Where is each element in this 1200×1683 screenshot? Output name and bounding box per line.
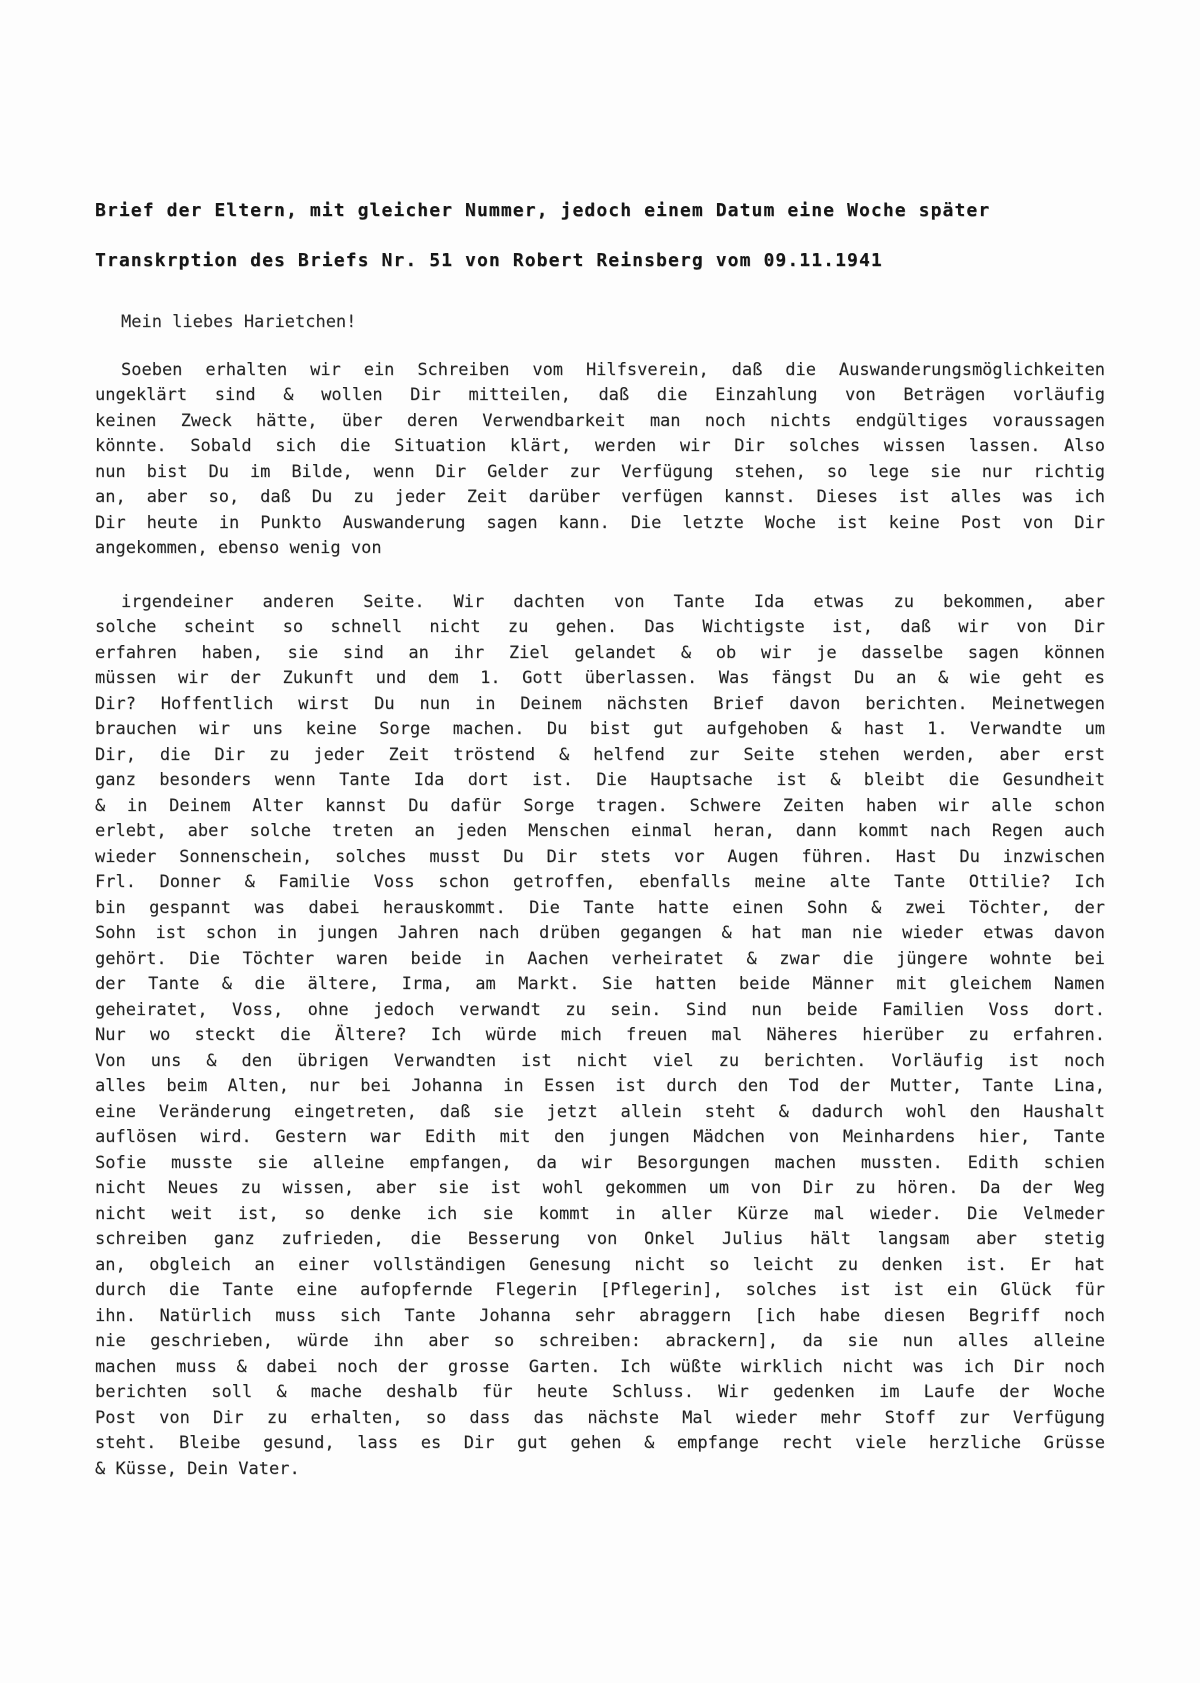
- text-line: machen muss & dabei noch der grosse Garten. Ich wüßte wirklich nicht was ich Dir noch: [95, 1356, 1105, 1377]
- document-title-line2: Transkrption des Briefs Nr. 51 von Robert Reinsberg vom 09.11.1941: [95, 250, 883, 271]
- document-title-line1: Brief der Eltern, mit gleicher Nummer, jedoch einem Datum eine Woche später: [95, 200, 991, 221]
- text-line: angekommen, ebenso wenig von: [95, 538, 382, 558]
- text-line: Dir, die Dir zu jeder Zeit tröstend & helfend zur Seite stehen werden, aber erst: [95, 744, 1105, 765]
- paragraph: [95, 358, 1105, 562]
- text-line: solche scheint so schnell nicht zu gehen. Das Wichtigste ist, daß wir von Dir: [95, 617, 1105, 637]
- text-line: alles beim Alten, nur bei Johanna in Essen ist durch den Tod der Mutter, Tante Lina,: [95, 1076, 1105, 1096]
- text-line: steht. Bleibe gesund, lass es Dir gut gehen & empfange recht viele herzliche Grüsse: [95, 1433, 1105, 1453]
- text-line: Post von Dir zu erhalten, so dass das nächste Mal wieder mehr Stoff zur Verfügung: [95, 1407, 1105, 1428]
- text-line: der Tante & die ältere, Irma, am Markt. Sie hatten beide Männer mit gleichem Namen: [95, 974, 1105, 994]
- paragraph: [95, 590, 1105, 1483]
- text-line: berichten soll & mache deshalb für heute Schluss. Wir gedenken im Laufe der Woche: [95, 1382, 1105, 1402]
- text-line: an, aber so, daß Du zu jeder Zeit darüber verfügen kannst. Dieses ist alles was ich: [95, 487, 1105, 507]
- text-line: Sofie musste sie alleine empfangen, da wir Besorgungen machen mussten. Edith schien: [95, 1152, 1105, 1173]
- text-line: nicht Neues zu wissen, aber sie ist wohl gekommen um von Dir zu hören. Da der Weg: [95, 1178, 1105, 1198]
- text-line: keinen Zweck hätte, über deren Verwendbarkeit man noch nichts endgültiges voraussagen: [95, 410, 1105, 431]
- text-line: schreiben ganz zufrieden, die Besserung von Onkel Julius hält langsam aber stetig: [95, 1229, 1105, 1249]
- salutation: Mein liebes Harietchen!: [121, 312, 357, 332]
- text-line: wieder Sonnenschein, solches musst Du Dir stets vor Augen führen. Hast Du inzwischen: [95, 846, 1105, 867]
- text-line: Dir heute in Punkto Auswanderung sagen kann. Die letzte Woche ist keine Post von Dir: [95, 512, 1105, 533]
- text-line: Frl. Donner & Familie Voss schon getroffen, ebenfalls meine alte Tante Ottilie? Ich: [95, 872, 1105, 892]
- text-line: & Küsse, Dein Vater.: [95, 1458, 300, 1479]
- text-line: nun bist Du im Bilde, wenn Dir Gelder zur Verfügung stehen, so lege sie nur richtig: [95, 461, 1105, 482]
- text-line: & in Deinem Alter kannst Du dafür Sorge tragen. Schwere Zeiten haben wir alle schon: [95, 795, 1105, 816]
- text-line: eine Veränderung eingetreten, daß sie jetzt allein steht & dadurch wohl den Haushalt: [95, 1101, 1105, 1122]
- text-line: erfahren haben, sie sind an ihr Ziel gelandet & ob wir je dasselbe sagen können: [95, 642, 1105, 663]
- text-line: erlebt, aber solche treten an jeden Menschen einmal heran, dann kommt nach Regen auch: [95, 821, 1105, 841]
- text-line: Soeben erhalten wir ein Schreiben vom Hilfsverein, daß die Auswanderungsmöglichkeiten: [121, 359, 1105, 380]
- text-line: an, obgleich an einer vollständigen Genesung nicht so leicht zu denken ist. Er hat: [95, 1254, 1105, 1275]
- text-line: irgendeiner anderen Seite. Wir dachten von Tante Ida etwas zu bekommen, aber: [121, 591, 1105, 612]
- text-line: Dir? Hoffentlich wirst Du nun in Deinem nächsten Brief davon berichten. Meinetwegen: [95, 693, 1105, 714]
- text-line: bin gespannt was dabei herauskommt. Die Tante hatte einen Sohn & zwei Töchter, der: [95, 897, 1105, 918]
- text-line: ungeklärt sind & wollen Dir mitteilen, daß die Einzahlung von Beträgen vorläufig: [95, 385, 1105, 405]
- text-line: nie geschrieben, würde ihn aber so schreiben: abrackern], da sie nun alles alleine: [95, 1331, 1105, 1351]
- text-line: gehört. Die Töchter waren beide in Aachen verheiratet & zwar die jüngere wohnte bei: [95, 948, 1105, 969]
- text-line: Sohn ist schon in jungen Jahren nach drüben gegangen & hat man nie wieder etwas davon: [95, 923, 1105, 943]
- text-line: nicht weit ist, so denke ich sie kommt in aller Kürze mal wieder. Die Velmeder: [95, 1203, 1105, 1224]
- text-line: Nur wo steckt die Ältere? Ich würde mich freuen mal Näheres hierüber zu erfahren.: [95, 1025, 1105, 1045]
- text-line: brauchen wir uns keine Sorge machen. Du bist gut aufgehoben & hast 1. Verwandte um: [95, 719, 1105, 739]
- text-line: könnte. Sobald sich die Situation klärt, werden wir Dir solches wissen lassen. Also: [95, 436, 1105, 456]
- text-line: durch die Tante eine aufopfernde Flegerin [Pflegerin], solches ist ist ein Glück für: [95, 1280, 1105, 1300]
- text-line: geheiratet, Voss, ohne jedoch verwandt zu sein. Sind nun beide Familien Voss dort.: [95, 999, 1105, 1020]
- text-line: Von uns & den übrigen Verwandten ist nicht viel zu berichten. Vorläufig ist noch: [95, 1050, 1105, 1071]
- letter-body: [95, 358, 1105, 1483]
- text-line: auflösen wird. Gestern war Edith mit den jungen Mädchen von Meinhardens hier, Tante: [95, 1127, 1105, 1147]
- text-line: müssen wir der Zukunft und dem 1. Gott überlassen. Was fängst Du an & wie geht es: [95, 668, 1105, 688]
- text-line: ganz besonders wenn Tante Ida dort ist. Die Hauptsache ist & bleibt die Gesundheit: [95, 770, 1105, 790]
- text-line: ihn. Natürlich muss sich Tante Johanna sehr abraggern [ich habe diesen Begriff noch: [95, 1305, 1105, 1326]
